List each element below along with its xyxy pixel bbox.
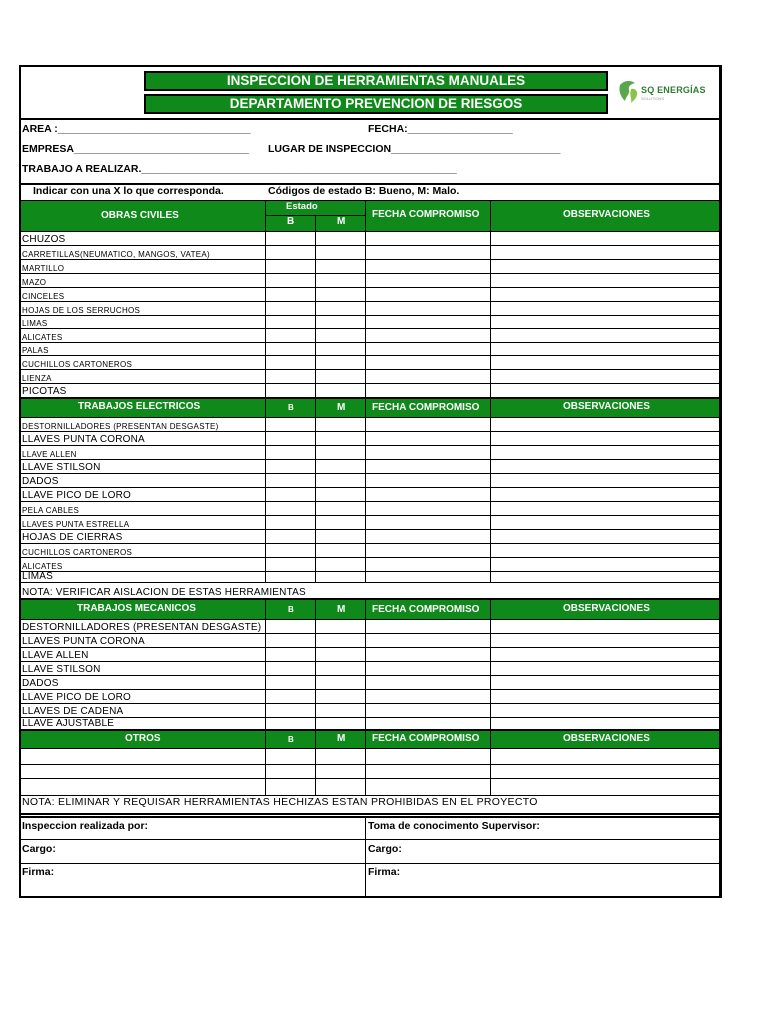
- item-label: MAZO: [22, 278, 47, 287]
- col-divider: [365, 599, 366, 620]
- b-header: B: [287, 216, 295, 227]
- item-label: CUCHILLOS CARTONEROS: [22, 360, 133, 369]
- item-label: ALICATES: [22, 333, 63, 342]
- table-row[interactable]: [21, 676, 719, 690]
- electricos-note: NOTA: VERIFICAR AISLACION DE ESTAS HERRAMIENTAS: [22, 587, 306, 598]
- col-divider: [265, 398, 266, 418]
- observaciones-header: OBSERVACIONES: [563, 733, 650, 744]
- divider: [21, 816, 719, 818]
- item-label: LIMAS: [22, 571, 54, 582]
- table-row[interactable]: [21, 316, 719, 329]
- col-divider: [365, 816, 366, 898]
- item-label: LLAVES PUNTA CORONA: [22, 434, 145, 445]
- item-label: HOJAS DE CIERRAS: [22, 532, 123, 543]
- col-divider: [365, 418, 366, 583]
- item-label: LLAVES DE CADENA: [22, 706, 124, 717]
- divider: [21, 118, 719, 120]
- col-divider: [365, 232, 366, 398]
- table-row[interactable]: [21, 704, 719, 718]
- item-label: ALICATES: [22, 562, 63, 571]
- item-label: CARRETILLAS(NEUMATICO, MANGOS, VATEA): [22, 250, 211, 259]
- table-row[interactable]: [21, 558, 719, 572]
- col-divider: [490, 398, 491, 418]
- b-header: B: [288, 735, 294, 744]
- col-divider: [365, 730, 366, 749]
- col-divider: [365, 398, 366, 418]
- electricos-title: TRABAJOS ELECTRICOS: [78, 401, 201, 412]
- col-divider: [490, 730, 491, 749]
- table-row[interactable]: [21, 530, 719, 544]
- m-header: M: [337, 402, 346, 413]
- item-label: LLAVES PUNTA ESTRELLA: [22, 520, 130, 529]
- item-label: LLAVE ALLEN: [22, 650, 89, 661]
- item-label: LLAVE STILSON: [22, 664, 101, 675]
- col-divider: [490, 418, 491, 583]
- col-divider: [265, 232, 266, 398]
- estado-label: Estado: [286, 201, 318, 212]
- item-label: DESTORNILLADORES (PRESENTAN DESGASTE): [22, 622, 262, 633]
- logo-text: SQ ENERGÍAS: [641, 85, 706, 95]
- instructions-text: Indicar con una X lo que corresponda.: [33, 185, 224, 197]
- col-divider: [315, 749, 316, 796]
- table-row[interactable]: [21, 356, 719, 370]
- item-label: LLAVE ALLEN: [22, 450, 77, 459]
- observaciones-header: OBSERVACIONES: [563, 209, 650, 220]
- item-label: LLAVE PICO DE LORO: [22, 490, 132, 501]
- observaciones-header: OBSERVACIONES: [563, 401, 650, 412]
- table-row[interactable]: [21, 648, 719, 662]
- electricos-note-row: [21, 583, 719, 599]
- col-divider: [315, 418, 316, 583]
- m-header: M: [337, 733, 346, 744]
- col-divider: [490, 599, 491, 620]
- item-label: LLAVE AJUSTABLE: [22, 718, 115, 729]
- fecha-compromiso-header: FECHA COMPROMISO: [372, 733, 480, 744]
- col-divider: [315, 232, 316, 398]
- globe-icon: [617, 79, 641, 107]
- table-row[interactable]: [21, 274, 719, 288]
- col-divider: [265, 749, 266, 796]
- m-header: M: [337, 604, 346, 615]
- table-row[interactable]: [21, 488, 719, 502]
- col-divider: [490, 200, 491, 232]
- observaciones-header: OBSERVACIONES: [563, 603, 650, 614]
- col-divider: [490, 620, 491, 730]
- title-secondary: DEPARTAMENTO PREVENCION DE RIESGOS: [144, 94, 608, 114]
- item-label: PICOTAS: [22, 386, 67, 397]
- table-row[interactable]: [21, 502, 719, 516]
- table-row[interactable]: [21, 460, 719, 474]
- table-row[interactable]: [21, 690, 719, 704]
- table-row[interactable]: [21, 302, 719, 316]
- cargo-right-label: Cargo:: [368, 843, 402, 855]
- otros-row[interactable]: [21, 765, 719, 779]
- otros-title: OTROS: [125, 733, 161, 744]
- item-label: PELA CABLES: [22, 506, 80, 515]
- inspeccion-realizada-label: Inspeccion realizada por:: [22, 820, 149, 832]
- footer-note: NOTA: ELIMINAR Y REQUISAR HERRAMIENTAS HECHIZAS ESTAN PROHIBIDAS EN EL PROYECTO: [22, 796, 538, 808]
- firma-left-label: Firma:: [22, 866, 55, 878]
- item-label: DADOS: [22, 678, 59, 689]
- codes-text: Códigos de estado B: Bueno, M: Malo.: [268, 185, 460, 197]
- supervisor-label: Toma de conocimento Supervisor:: [368, 820, 540, 832]
- company-logo: [617, 79, 717, 109]
- logo-subtext: SOLUTIONS: [641, 96, 665, 101]
- table-row[interactable]: [21, 232, 719, 246]
- item-label: LLAVE STILSON: [22, 462, 101, 473]
- table-row[interactable]: [21, 572, 719, 583]
- table-row[interactable]: [21, 384, 719, 398]
- item-label: PALAS: [22, 346, 49, 355]
- obras-header: [21, 200, 719, 232]
- otros-row[interactable]: [21, 779, 719, 796]
- col-divider: [315, 730, 316, 749]
- lugar-field[interactable]: LUGAR DE INSPECCION_____________________________: [268, 143, 561, 155]
- item-label: MARTILLO: [22, 264, 65, 273]
- item-label: CINCELES: [22, 292, 65, 301]
- col-divider: [490, 232, 491, 398]
- table-row[interactable]: [21, 246, 719, 260]
- col-divider: [315, 215, 316, 232]
- fecha-compromiso-header: FECHA COMPROMISO: [372, 209, 480, 220]
- b-header: B: [288, 403, 294, 412]
- obras-title: OBRAS CIVILES: [101, 210, 179, 221]
- inspection-sheet: [19, 65, 722, 898]
- cargo-left-label: Cargo:: [22, 843, 56, 855]
- table-row[interactable]: [21, 432, 719, 446]
- table-row[interactable]: [21, 329, 719, 343]
- item-label: HOJAS DE LOS SERRUCHOS: [22, 306, 141, 315]
- table-row[interactable]: [21, 343, 719, 356]
- table-row[interactable]: [21, 260, 719, 274]
- col-divider: [315, 599, 316, 620]
- footer-note-row: [21, 796, 719, 815]
- fecha-compromiso-header: FECHA COMPROMISO: [372, 402, 480, 413]
- item-label: LIENZA: [22, 374, 52, 383]
- divider: [21, 863, 719, 864]
- col-divider: [315, 620, 316, 730]
- col-divider: [265, 599, 266, 620]
- table-row[interactable]: [21, 634, 719, 648]
- item-label: LLAVE PICO DE LORO: [22, 692, 132, 703]
- col-divider: [265, 730, 266, 749]
- otros-header: [21, 730, 719, 749]
- col-divider: [315, 398, 316, 418]
- item-label: LLAVES PUNTA CORONA: [22, 636, 145, 647]
- divider: [21, 839, 719, 840]
- trabajo-field[interactable]: TRABAJO A REALIZAR.______________________________________________________: [22, 163, 457, 175]
- col-divider: [265, 418, 266, 583]
- table-row[interactable]: [21, 718, 719, 730]
- table-row[interactable]: [21, 620, 719, 634]
- empresa-field[interactable]: EMPRESA______________________________: [22, 143, 250, 155]
- col-divider: [490, 749, 491, 796]
- item-label: CUCHILLOS CARTONEROS: [22, 548, 133, 557]
- table-row[interactable]: [21, 544, 719, 558]
- item-label: DADOS: [22, 476, 59, 487]
- mecanicos-title: TRABAJOS MECANICOS: [77, 603, 196, 614]
- table-row[interactable]: [21, 418, 719, 432]
- fecha-compromiso-header: FECHA COMPROMISO: [372, 604, 480, 615]
- area-field[interactable]: AREA :_________________________________: [22, 123, 251, 135]
- col-divider: [365, 749, 366, 796]
- otros-row[interactable]: [21, 749, 719, 765]
- table-row[interactable]: [21, 516, 719, 530]
- table-row[interactable]: [21, 446, 719, 460]
- fecha-field[interactable]: FECHA:__________________: [368, 123, 513, 135]
- col-divider: [365, 200, 366, 232]
- item-label: CHUZOS: [22, 234, 66, 245]
- electricos-header: [21, 398, 719, 418]
- item-label: DESTORNILLADORES (PRESENTAN DESGASTE): [22, 422, 219, 431]
- col-divider: [265, 200, 266, 232]
- firma-right-label: Firma:: [368, 866, 401, 878]
- mecanicos-header: [21, 599, 719, 620]
- table-row[interactable]: [21, 474, 719, 488]
- m-header: M: [337, 216, 346, 227]
- table-row[interactable]: [21, 370, 719, 384]
- b-header: B: [288, 605, 294, 614]
- table-row[interactable]: [21, 288, 719, 302]
- col-divider: [265, 620, 266, 730]
- title-primary: INSPECCION DE HERRAMIENTAS MANUALES: [144, 71, 608, 91]
- item-label: LIMAS: [22, 319, 48, 328]
- col-divider: [365, 620, 366, 730]
- table-row[interactable]: [21, 662, 719, 676]
